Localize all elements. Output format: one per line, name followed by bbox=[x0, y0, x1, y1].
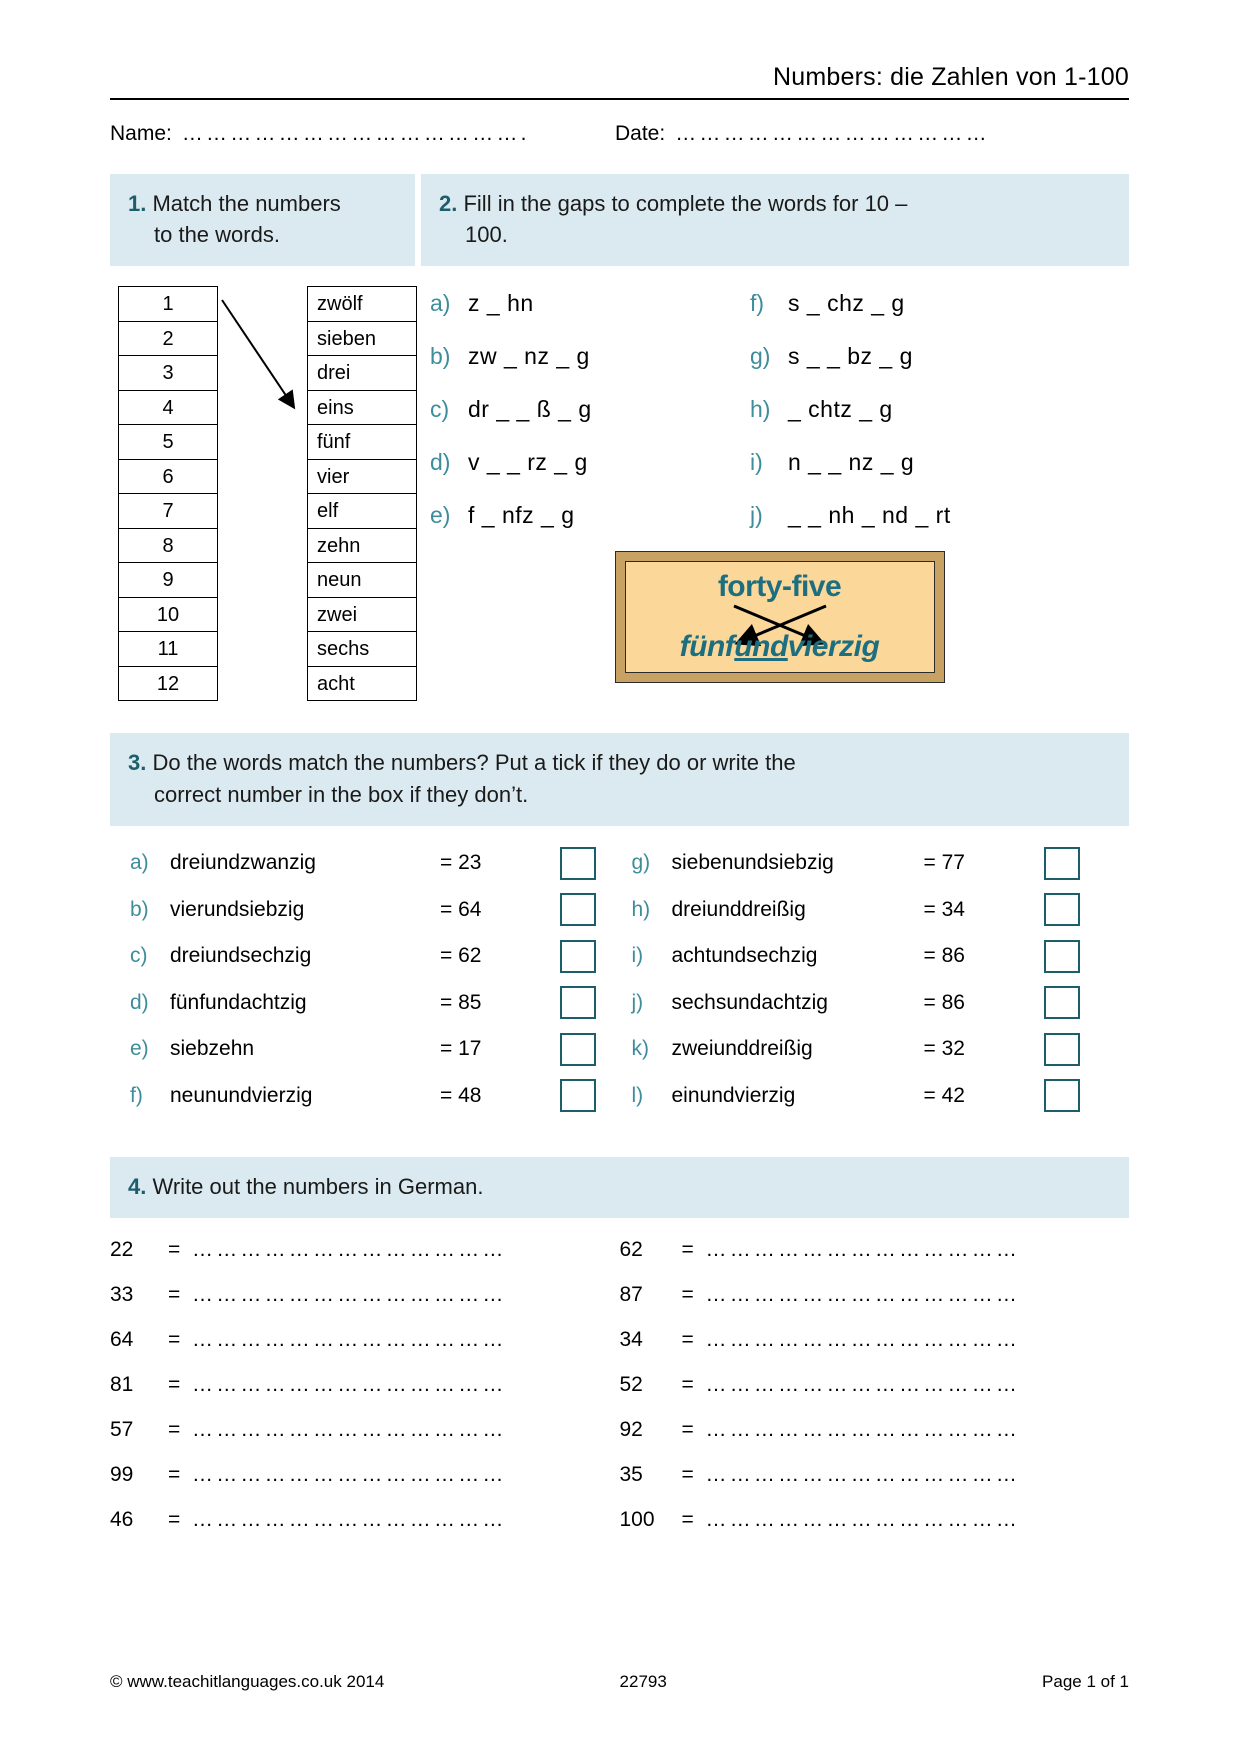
exercise-3-word: neunundvierzig bbox=[170, 1083, 313, 1107]
exercise-3-value: = 62 bbox=[440, 944, 482, 968]
words-column bbox=[307, 286, 417, 701]
exercise-4-answer-line[interactable]: ………………………………… bbox=[705, 1328, 1021, 1352]
exercise-2-instruction-line1: Fill in the gaps to complete the words for 10 – bbox=[463, 191, 908, 216]
exercise-4-answer-line[interactable]: ………………………………… bbox=[192, 1463, 507, 1487]
name-date-row bbox=[110, 122, 1129, 146]
gap-fill-item[interactable] bbox=[750, 449, 1129, 476]
exercise-3-row bbox=[110, 979, 620, 1026]
exercise-3-row bbox=[110, 1072, 620, 1119]
exercise-3-row bbox=[110, 840, 620, 887]
number-cell[interactable]: 10 bbox=[119, 598, 217, 633]
title-divider bbox=[110, 98, 1129, 100]
tick-box[interactable] bbox=[560, 986, 596, 1019]
exercise-1-matching-area bbox=[110, 286, 430, 701]
exercise-3-letter: l) bbox=[631, 1083, 644, 1107]
gap-item-text[interactable]: _ chtz _ g bbox=[788, 396, 893, 423]
exercise-4-instruction-text: Write out the numbers in German. bbox=[152, 1173, 484, 1199]
exercise-2-instruction-line2: 100. bbox=[465, 222, 508, 248]
tip-german-underlined: und bbox=[734, 630, 788, 664]
tick-box[interactable] bbox=[560, 893, 596, 926]
exercise-4-equals: = bbox=[681, 1418, 694, 1442]
exercise-4-equals: = bbox=[168, 1463, 181, 1487]
word-cell[interactable]: fünf bbox=[308, 425, 416, 460]
exercise-4-answer-line[interactable]: ………………………………… bbox=[705, 1373, 1021, 1397]
exercise-3-left-column bbox=[110, 840, 620, 1119]
gap-item-letter: i) bbox=[750, 449, 763, 476]
exercise-4-items bbox=[110, 1238, 1129, 1553]
exercise-3-letter: f) bbox=[130, 1083, 143, 1107]
exercise-4-number-prompt: 22 bbox=[110, 1238, 134, 1262]
exercise-4-number: 4. bbox=[128, 1173, 147, 1199]
footer-doc-id: 22793 bbox=[619, 1672, 667, 1691]
page-footer bbox=[110, 1672, 1129, 1692]
exercise-4-row bbox=[620, 1328, 1130, 1373]
number-cell[interactable]: 4 bbox=[119, 391, 217, 426]
number-cell[interactable]: 12 bbox=[119, 667, 217, 702]
word-cell[interactable]: eins bbox=[308, 391, 416, 426]
gap-item-letter: a) bbox=[430, 290, 451, 317]
exercise-4-number-prompt: 57 bbox=[110, 1418, 134, 1442]
exercise-3-word: achtundsechzig bbox=[671, 944, 818, 968]
number-cell[interactable]: 3 bbox=[119, 356, 217, 391]
word-cell[interactable]: vier bbox=[308, 460, 416, 495]
exercise-3-letter: j) bbox=[631, 990, 644, 1014]
exercise-1-and-2-body bbox=[110, 286, 1129, 701]
exercise-4-row bbox=[620, 1283, 1130, 1328]
tip-box-inner bbox=[625, 561, 935, 673]
exercise-3-value: = 48 bbox=[440, 1083, 482, 1107]
exercise-3-row bbox=[110, 1026, 620, 1073]
word-cell[interactable]: drei bbox=[308, 356, 416, 391]
exercise-2-number: 2. bbox=[439, 191, 458, 216]
tip-box bbox=[615, 551, 945, 683]
date-label: Date: bbox=[615, 122, 666, 145]
exercise-4-answer-line[interactable]: ………………………………… bbox=[192, 1328, 507, 1352]
gap-item-text[interactable]: s _ chz _ g bbox=[788, 290, 905, 317]
exercise-4-equals: = bbox=[168, 1373, 181, 1397]
exercise-3-row bbox=[620, 933, 1130, 980]
exercise-3-value: = 23 bbox=[440, 851, 482, 875]
exercise-1-instruction-line2: to the words. bbox=[154, 222, 280, 248]
gap-item-letter: j) bbox=[750, 502, 763, 529]
footer-page-number: Page 1 of 1 bbox=[1042, 1672, 1129, 1691]
exercise-3-value: = 86 bbox=[923, 944, 965, 968]
exercise-4-equals: = bbox=[168, 1283, 181, 1307]
number-cell[interactable]: 1 bbox=[119, 287, 217, 322]
exercise-4-answer-line[interactable]: ………………………………… bbox=[192, 1238, 507, 1262]
exercise-3-letter: h) bbox=[631, 897, 651, 921]
date-field-group bbox=[615, 122, 990, 146]
exercise-3-word: siebzehn bbox=[170, 1037, 255, 1061]
exercise-3-word: einundvierzig bbox=[671, 1083, 796, 1107]
page-title: Numbers: die Zahlen von 1-100 bbox=[773, 63, 1129, 91]
exercise-3-value: = 85 bbox=[440, 990, 482, 1014]
exercise-4-number-prompt: 100 bbox=[619, 1508, 655, 1532]
gap-item-letter: g) bbox=[750, 343, 771, 370]
exercise-3-letter: g) bbox=[631, 851, 651, 875]
exercise-4-answer-line[interactable]: ………………………………… bbox=[705, 1238, 1021, 1262]
exercise-4-number-prompt: 46 bbox=[110, 1508, 134, 1532]
gap-fill-item[interactable] bbox=[430, 449, 750, 476]
exercise-3-value: = 86 bbox=[923, 990, 965, 1014]
exercise-2-instruction bbox=[421, 174, 1129, 266]
exercise-1-instruction-line1: Match the numbers bbox=[152, 191, 341, 216]
exercise-3-row bbox=[620, 840, 1130, 887]
word-cell[interactable]: neun bbox=[308, 563, 416, 598]
exercise-4-number-prompt: 64 bbox=[110, 1328, 134, 1352]
exercise-3-word: fünfundachtzig bbox=[170, 990, 307, 1014]
exercise-3-value: = 64 bbox=[440, 897, 482, 921]
exercise-3-value: = 77 bbox=[923, 851, 965, 875]
exercise-3-letter: d) bbox=[130, 990, 149, 1014]
exercise-3-row bbox=[620, 979, 1130, 1026]
exercise-3-value: = 32 bbox=[923, 1037, 965, 1061]
exercise-4-answer-line[interactable]: ………………………………… bbox=[192, 1508, 507, 1532]
number-cell[interactable]: 9 bbox=[119, 563, 217, 598]
exercise-4-row bbox=[110, 1418, 620, 1463]
gap-item-text[interactable]: f _ nfz _ g bbox=[468, 502, 575, 529]
number-cell[interactable]: 2 bbox=[119, 322, 217, 357]
tip-german-part2: vierzig bbox=[787, 630, 880, 664]
exercise-4-equals: = bbox=[681, 1238, 694, 1262]
exercise-4-row bbox=[110, 1508, 620, 1553]
tick-box[interactable] bbox=[1044, 893, 1080, 926]
gap-fill-item[interactable] bbox=[750, 396, 1129, 423]
exercise-3-row bbox=[620, 1072, 1130, 1119]
exercise-3-number: 3. bbox=[128, 750, 147, 776]
exercise-4-equals: = bbox=[168, 1328, 181, 1352]
word-cell[interactable]: zwölf bbox=[308, 287, 416, 322]
exercise-4-answer-line[interactable]: ………………………………… bbox=[705, 1283, 1021, 1307]
gap-item-letter: f) bbox=[750, 290, 765, 317]
name-field-group bbox=[110, 122, 615, 146]
gap-item-text[interactable]: v _ _ rz _ g bbox=[468, 449, 588, 476]
exercise-3-instruction-line2: correct number in the box if they don’t. bbox=[154, 781, 529, 807]
gap-fill-item[interactable] bbox=[750, 343, 1129, 370]
exercise-3-instruction-line1: Do the words match the numbers? Put a tick if they do or write the bbox=[152, 750, 796, 776]
exercise-4-equals: = bbox=[681, 1508, 694, 1532]
gap-item-letter: d) bbox=[430, 449, 451, 476]
exercise-4-row bbox=[620, 1463, 1130, 1508]
instruction-row-1-2 bbox=[110, 174, 1129, 266]
exercise-3-word: zweiunddreißig bbox=[671, 1037, 813, 1061]
exercise-3-row bbox=[620, 1026, 1130, 1073]
exercise-3-right-column bbox=[620, 840, 1130, 1119]
exercise-2-gap-items bbox=[430, 286, 1129, 701]
tick-box[interactable] bbox=[1044, 1033, 1080, 1066]
gap-fill-item[interactable] bbox=[750, 290, 1129, 317]
exercise-3-row bbox=[110, 933, 620, 980]
gap-item-letter: b) bbox=[430, 343, 451, 370]
tick-box[interactable] bbox=[1044, 1079, 1080, 1112]
exercise-3-row bbox=[110, 886, 620, 933]
exercise-4-equals: = bbox=[168, 1508, 181, 1532]
exercise-4-equals: = bbox=[168, 1238, 181, 1262]
exercise-3-letter: c) bbox=[130, 944, 148, 968]
exercise-3-letter: i) bbox=[631, 944, 644, 968]
word-cell[interactable]: sechs bbox=[308, 632, 416, 667]
exercise-4-answer-line[interactable]: ………………………………… bbox=[192, 1418, 507, 1442]
exercise-4-row bbox=[620, 1238, 1130, 1283]
gap-fill-item[interactable] bbox=[430, 502, 750, 529]
gap-item-letter: h) bbox=[750, 396, 771, 423]
exercise-4-row bbox=[620, 1373, 1130, 1418]
exercise-3-value: = 34 bbox=[923, 897, 965, 921]
exercise-4-equals: = bbox=[681, 1328, 694, 1352]
exercise-3-letter: e) bbox=[130, 1037, 149, 1061]
gap-item-text[interactable]: n _ _ nz _ g bbox=[788, 449, 915, 476]
gap-item-text[interactable]: z _ hn bbox=[468, 290, 534, 317]
exercise-4-answer-line[interactable]: ………………………………… bbox=[192, 1373, 507, 1397]
exercise-4-instruction bbox=[110, 1157, 1129, 1218]
exercise-4-number-prompt: 81 bbox=[110, 1373, 134, 1397]
exercise-4-row bbox=[110, 1463, 620, 1508]
tick-box[interactable] bbox=[560, 1033, 596, 1066]
exercise-3-word: siebenundsiebzig bbox=[671, 851, 834, 875]
exercise-3-letter: b) bbox=[130, 897, 149, 921]
gap-item-text[interactable]: zw _ nz _ g bbox=[468, 343, 590, 370]
numbers-column bbox=[118, 286, 218, 701]
exercise-4-equals: = bbox=[168, 1418, 181, 1442]
exercise-4-answer-line[interactable]: ………………………………… bbox=[705, 1463, 1021, 1487]
tick-box[interactable] bbox=[1044, 986, 1080, 1019]
exercise-3-word: dreiundsechzig bbox=[170, 944, 312, 968]
exercise-4-row bbox=[110, 1238, 620, 1283]
number-cell[interactable]: 8 bbox=[119, 529, 217, 564]
gap-fill-item[interactable] bbox=[430, 290, 750, 317]
number-cell[interactable]: 7 bbox=[119, 494, 217, 529]
exercise-4-answer-line[interactable]: ………………………………… bbox=[705, 1508, 1021, 1532]
exercise-4-right-column bbox=[620, 1238, 1130, 1553]
word-cell[interactable]: zwei bbox=[308, 598, 416, 633]
exercise-4-row bbox=[620, 1508, 1130, 1553]
tip-german-word bbox=[626, 630, 934, 664]
word-cell[interactable]: zehn bbox=[308, 529, 416, 564]
number-cell[interactable]: 5 bbox=[119, 425, 217, 460]
exercise-3-value: = 42 bbox=[923, 1083, 965, 1107]
exercise-4-number-prompt: 34 bbox=[619, 1328, 643, 1352]
exercise-4-left-column bbox=[110, 1238, 620, 1553]
exercise-3-word: dreiunddreißig bbox=[671, 897, 806, 921]
exercise-4-equals: = bbox=[681, 1463, 694, 1487]
exercise-1-instruction bbox=[110, 174, 415, 266]
word-cell[interactable]: sieben bbox=[308, 322, 416, 357]
tick-box[interactable] bbox=[560, 940, 596, 973]
exercise-4-number-prompt: 33 bbox=[110, 1283, 134, 1307]
tick-box[interactable] bbox=[1044, 847, 1080, 880]
gap-item-letter: c) bbox=[430, 396, 450, 423]
tip-german-part1: fünf bbox=[679, 630, 735, 664]
exercise-3-word: vierundsiebzig bbox=[170, 897, 305, 921]
exercise-4-answer-line[interactable]: ………………………………… bbox=[705, 1418, 1021, 1442]
gap-item-text[interactable]: dr _ _ ß _ g bbox=[468, 396, 592, 423]
gap-grid bbox=[430, 290, 1129, 529]
number-cell[interactable]: 11 bbox=[119, 632, 217, 667]
exercise-4-number-prompt: 35 bbox=[619, 1463, 643, 1487]
exercise-4-number-prompt: 62 bbox=[619, 1238, 643, 1262]
exercise-3-value: = 17 bbox=[440, 1037, 482, 1061]
exercise-4-equals: = bbox=[681, 1283, 694, 1307]
exercise-4-row bbox=[110, 1328, 620, 1373]
exercise-4-row bbox=[110, 1373, 620, 1418]
gap-fill-item[interactable] bbox=[750, 502, 1129, 529]
exercise-3-items bbox=[110, 840, 1129, 1119]
name-input-line[interactable]: ……………………………………. bbox=[181, 122, 530, 145]
gap-item-letter: e) bbox=[430, 502, 451, 529]
gap-item-text[interactable]: _ _ nh _ nd _ rt bbox=[788, 502, 951, 529]
tick-box[interactable] bbox=[560, 847, 596, 880]
exercise-3-row bbox=[620, 886, 1130, 933]
exercise-4-row bbox=[110, 1283, 620, 1328]
date-input-line[interactable]: ………………………………… bbox=[675, 122, 990, 145]
gap-item-text[interactable]: s _ _ bz _ g bbox=[788, 343, 913, 370]
gap-fill-item[interactable] bbox=[430, 343, 750, 370]
exercise-4-number-prompt: 87 bbox=[619, 1283, 643, 1307]
exercise-3-word: dreiundzwanzig bbox=[170, 851, 316, 875]
exercise-4-row bbox=[620, 1418, 1130, 1463]
exercise-3-word: sechsundachtzig bbox=[671, 990, 828, 1014]
name-label: Name: bbox=[110, 122, 172, 145]
word-cell[interactable]: elf bbox=[308, 494, 416, 529]
exercise-3-letter: k) bbox=[631, 1037, 649, 1061]
tick-box[interactable] bbox=[1044, 940, 1080, 973]
exercise-4-number-prompt: 52 bbox=[619, 1373, 643, 1397]
tick-box[interactable] bbox=[560, 1079, 596, 1112]
exercise-3-instruction bbox=[110, 733, 1129, 825]
exercise-4-equals: = bbox=[681, 1373, 694, 1397]
gap-fill-item[interactable] bbox=[430, 396, 750, 423]
footer-copyright: © www.teachitlanguages.co.uk 2014 bbox=[110, 1672, 385, 1691]
exercise-1-number: 1. bbox=[128, 191, 147, 216]
number-cell[interactable]: 6 bbox=[119, 460, 217, 495]
exercise-3-letter: a) bbox=[130, 851, 149, 875]
exercise-4-number-prompt: 99 bbox=[110, 1463, 134, 1487]
word-cell[interactable]: acht bbox=[308, 667, 416, 702]
tip-english-word: forty-five bbox=[717, 570, 842, 604]
exercise-4-answer-line[interactable]: ………………………………… bbox=[192, 1283, 507, 1307]
exercise-4-number-prompt: 92 bbox=[619, 1418, 643, 1442]
